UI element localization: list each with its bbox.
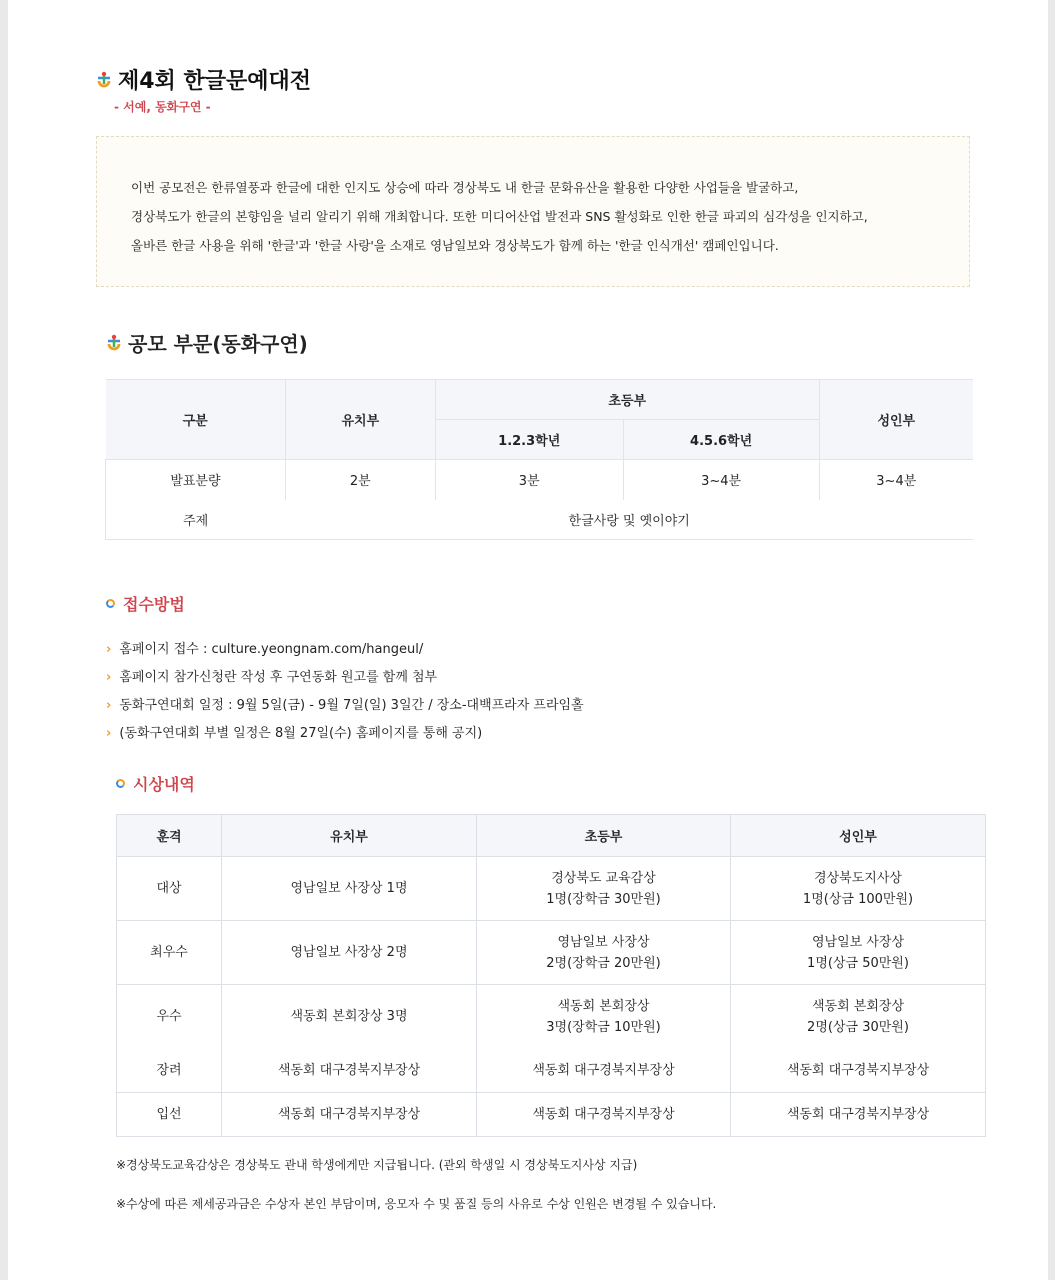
table-cell: 색동회 본회장상 3명(장학금 10만원)	[477, 985, 731, 1049]
table-cell: 입선	[117, 1093, 222, 1137]
category-table	[105, 379, 973, 540]
table-cell: 우수	[117, 985, 222, 1049]
page-subtitle: - 서예, 동화구연 -	[114, 100, 211, 114]
note: ※경상북도교육감상은 경상북도 관내 학생에게만 지급됩니다. (관외 학생일 시 경상북도지사상 지급)	[116, 1158, 638, 1172]
header-adult: 성인부	[819, 380, 973, 460]
page	[8, 0, 1048, 1280]
page-title: 제4회 한글문예대전	[96, 64, 311, 95]
table-cell: 영남일보 사장상 1명(상금 50만원)	[731, 921, 986, 985]
table-cell: 색동회 대구경북지부장상	[222, 1049, 477, 1093]
category-heading: 공모 부문(동화구연)	[106, 328, 308, 357]
list-item: › 홈페이지 접수 : culture.yeongnam.com/hangeul/	[106, 636, 584, 664]
chevron-right-icon: ›	[106, 670, 112, 685]
note: ※수상에 따른 제세공과금은 수상자 본인 부담이며, 응모자 수 및 품질 등의 사유로 수상 인원은 변경될 수 있습니다.	[116, 1197, 717, 1211]
header-kinder: 유치부	[285, 380, 435, 460]
intro-line: 올바른 한글 사용을 위해 '한글'과 '한글 사랑'을 소재로 영남일보와 경상북도가 함께 하는 '한글 인식개선' 캠페인입니다.	[131, 238, 779, 253]
table-row: 주제 한글사랑 및 옛이야기	[106, 500, 974, 540]
header-elem: 초등부	[477, 815, 731, 857]
header-rank: 훈격	[117, 815, 222, 857]
bullet-ring-icon	[106, 599, 115, 608]
hangeul-logo-icon	[106, 334, 122, 352]
table-cell: 영남일보 사장상 2명(장학금 20만원)	[477, 921, 731, 985]
header-division: 구분	[106, 380, 286, 460]
table-cell: 색동회 대구경북지부장상	[731, 1093, 986, 1137]
header-elem-low: 1.2.3학년	[435, 420, 623, 460]
header-elem-high: 4.5.6학년	[623, 420, 819, 460]
chevron-right-icon: ›	[106, 726, 112, 741]
table-cell: 색동회 대구경북지부장상	[477, 1049, 731, 1093]
table-cell: 색동회 대구경북지부장상	[222, 1093, 477, 1137]
list-item: › 동화구연대회 일정 : 9월 5일(금) - 9월 7일(일) 3일간 / 장소-대백프라자 프라임홀	[106, 692, 584, 720]
table-row	[117, 1049, 986, 1093]
intro-line: 이번 공모전은 한류열풍과 한글에 대한 인지도 상승에 따라 경상북도 내 한글 문화유산을 활용한 다양한 사업들을 발굴하고,	[131, 180, 799, 195]
header-elem: 초등부	[435, 380, 819, 420]
list-item: › (동화구연대회 부별 일정은 8월 27일(수) 홈페이지를 통해 공지)	[106, 720, 584, 748]
table-cell: 대상	[117, 857, 222, 921]
table-row	[117, 921, 986, 985]
table-row: 발표분량 2분 3분 3~4분 3~4분	[106, 460, 974, 500]
header-kinder: 유치부	[222, 815, 477, 857]
list-item: › 홈페이지 참가신청란 작성 후 구연동화 원고를 함께 첨부	[106, 664, 584, 692]
submission-list	[106, 636, 584, 748]
intro-box	[96, 136, 970, 287]
table-cell: 영남일보 사장상 1명	[222, 857, 477, 921]
table-cell: 색동회 본회장상 3명	[222, 985, 477, 1049]
table-cell: 경상북도지사상 1명(상금 100만원)	[731, 857, 986, 921]
chevron-right-icon: ›	[106, 698, 112, 713]
table-cell: 색동회 대구경북지부장상	[731, 1049, 986, 1093]
table-cell: 장려	[117, 1049, 222, 1093]
awards-heading: 시상내역	[116, 772, 195, 795]
table-cell: 색동회 본회장상 2명(상금 30만원)	[731, 985, 986, 1049]
table-cell: 색동회 대구경북지부장상	[477, 1093, 731, 1137]
table-cell: 최우수	[117, 921, 222, 985]
bullet-ring-icon	[116, 779, 125, 788]
header-adult: 성인부	[731, 815, 986, 857]
table-cell: 경상북도 교육감상 1명(장학금 30만원)	[477, 857, 731, 921]
hangeul-logo-icon	[96, 71, 112, 89]
table-row	[117, 985, 986, 1049]
intro-line: 경상북도가 한글의 본향임을 널리 알리기 위해 개최합니다. 또한 미디어산업 발전과 SNS 활성화로 인한 한글 파괴의 심각성을 인지하고,	[131, 209, 868, 224]
chevron-right-icon: ›	[106, 642, 112, 657]
table-row	[117, 1093, 986, 1137]
submission-heading: 접수방법	[106, 592, 185, 615]
awards-table	[116, 814, 986, 1137]
table-row	[117, 857, 986, 921]
table-cell: 영남일보 사장상 2명	[222, 921, 477, 985]
